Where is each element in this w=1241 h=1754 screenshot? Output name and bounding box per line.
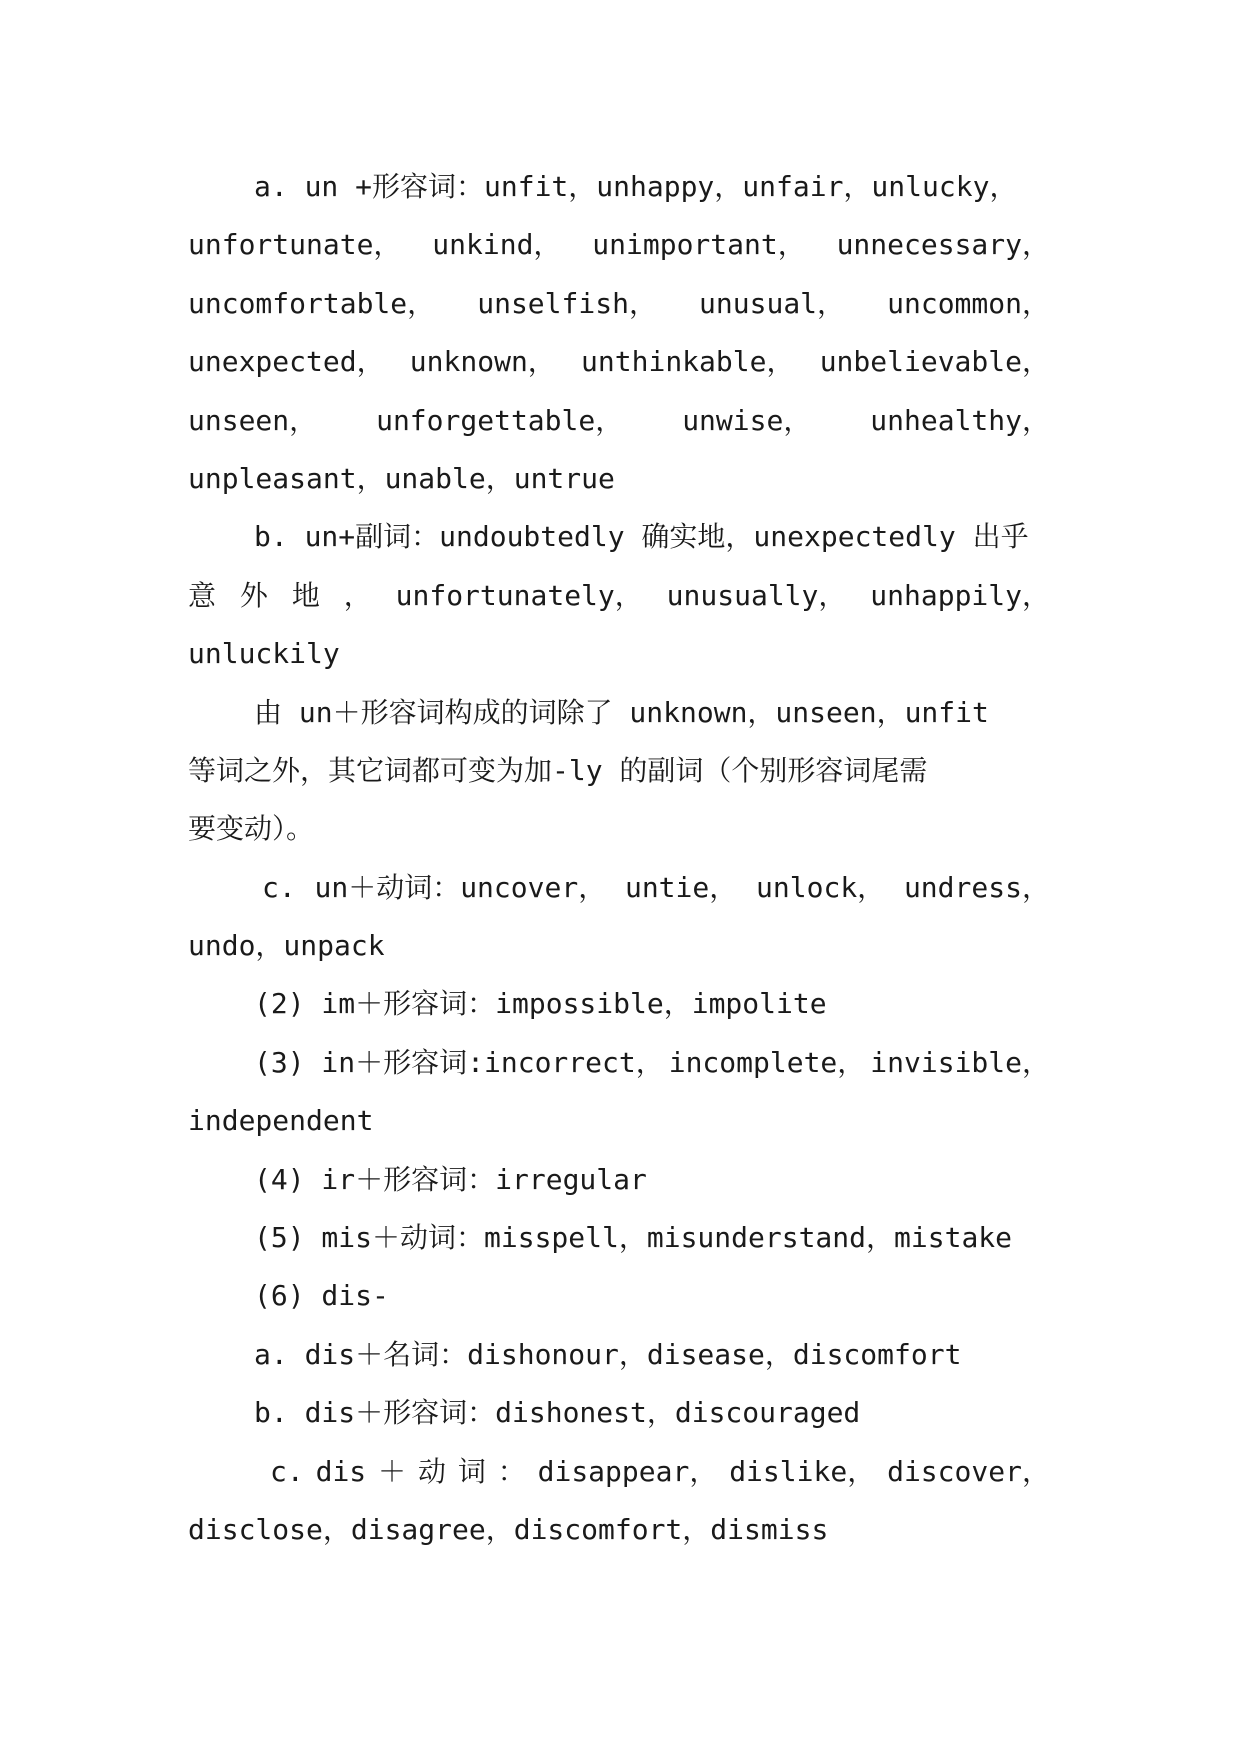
word: unwise， [682,403,812,437]
text-line [188,625,1050,683]
word: unhappily， [870,578,1050,612]
word: unthinkable， [581,345,795,379]
text-line [188,1443,1050,1501]
text-line [188,450,1050,508]
text-line [188,800,1050,858]
line-text: (4) ir＋形容词：irregular [254,1162,647,1196]
word: 动 [417,1454,446,1488]
text-line [188,684,1050,742]
word: unexpected， [188,345,385,379]
text-line [188,275,1050,333]
line-text: undo，unpack [188,929,385,963]
word: unseen， [188,403,318,437]
text-line [188,1326,1050,1384]
word: 外 [239,578,268,612]
word: invisible， [870,1045,1050,1079]
line-text: b. dis＋形容词：dishonest，discouraged [254,1396,861,1430]
word: unselfish， [477,286,657,320]
word: unimportant， [592,228,806,262]
word: incomplete， [668,1045,866,1079]
text-line [188,567,1050,625]
word: unusual， [699,286,846,320]
word: ＋ [378,1454,407,1488]
word: undress， [903,870,1050,904]
line-text: (5) mis＋动词：misspell，misunderstand，mistake [254,1221,1013,1255]
word: unbelievable， [819,345,1050,379]
line-text: unluckily [188,637,340,671]
word: untie， [624,870,738,904]
line-text: 由 un＋形容词构成的词除了 unknown，unseen，unfit [254,695,989,729]
word: 地 [291,578,320,612]
line-text: (2) im＋形容词：impossible，impolite [254,987,827,1021]
line-text: disclose，disagree，discomfort，dismiss [188,1512,829,1546]
word: ， [343,578,372,612]
text-line [188,1267,1050,1325]
text-line [188,158,1050,216]
word: unkind， [432,228,562,262]
word: unusually， [666,578,847,612]
text-line [188,392,1050,450]
text-line [188,859,1050,917]
word: uncomfortable， [188,286,436,320]
line-text: a. un +形容词：unfit，unhappy，unfair，unlucky， [254,170,1018,203]
word: discover， [887,1454,1050,1488]
text-line [188,1092,1050,1150]
line-text: 要变动）。 [188,812,315,846]
word: dislike， [729,1454,876,1488]
text-line [188,333,1050,391]
text-line [188,917,1050,975]
line-text: (6) dis- [254,1279,389,1313]
text-line [188,1034,1050,1092]
word: unhealthy， [870,403,1050,437]
word: un＋动词：uncover， [314,870,607,904]
line-text: unpleasant，unable，untrue [188,461,615,495]
word: (3) in＋形容词:incorrect， [254,1045,664,1079]
word: unforgettable， [376,403,624,437]
document-body [188,158,1050,1559]
text-line [188,1384,1050,1442]
word: unlock， [756,870,886,904]
word: ： [497,1454,526,1488]
word: unknown， [409,345,556,379]
text-line [188,216,1050,274]
word: uncommon， [887,286,1050,320]
text-line [188,742,1050,800]
word: dis [315,1454,367,1488]
text-line [188,1501,1050,1559]
text-line [188,1151,1050,1209]
word: unnecessary， [836,228,1050,262]
line-text: independent [188,1104,374,1138]
word: 意 [188,578,217,612]
word: c. [270,1454,304,1488]
word: unfortunate， [188,228,402,262]
line-text: 等词之外，其它词都可变为加-ly 的副词（个别形容词尾需 [188,753,928,787]
word: 词 [457,1454,486,1488]
word: c. [262,870,296,904]
line-text: a. dis＋名词：dishonour，disease，discomfort [254,1337,962,1371]
word: unfortunately， [395,578,643,612]
text-line [188,975,1050,1033]
word: disappear， [537,1454,718,1488]
text-line [188,508,1050,566]
text-line [188,1209,1050,1267]
line-text: b. un+副词：undoubtedly 确实地，unexpectedly 出乎 [254,520,1029,554]
